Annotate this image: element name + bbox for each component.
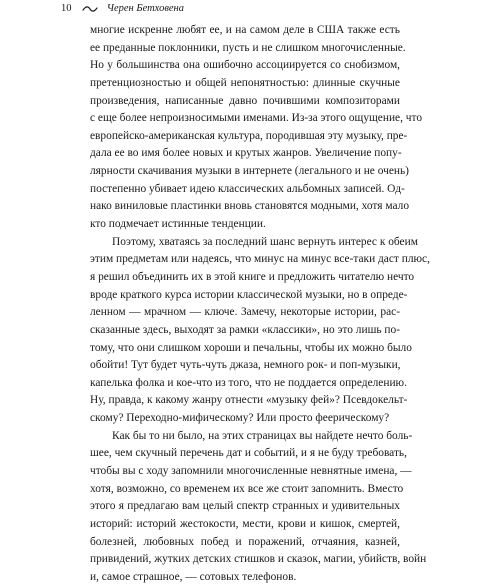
paragraph [90, 22, 423, 234]
text-line: многие искренне любят ее, и на самом деле в США также есть [90, 24, 400, 36]
paragraph [90, 428, 427, 587]
text-line: скому? Переходно-мифическому? Или просто феерическому? [90, 412, 390, 425]
text-line: хотя, возможно, со временем их все же стоит запомнить. Вместо [90, 482, 404, 495]
running-head [61, 2, 184, 16]
text-line: этим предметам или надеясь, что минус на минус все-таки даст плюс, [90, 253, 430, 266]
text-line: Но у большинства она ошибочно ассоциируется со снобизмом, [90, 59, 400, 72]
text-line: кто подмечает истинные тенденции. [90, 218, 266, 231]
text-line: шее, чем скучный перечень дат и событий, и я не буду требовать, [90, 447, 407, 460]
text-line: европейско-американская культура, породившая эту музыку, пре- [90, 129, 408, 142]
text-line: тому, что они слишком хороши и печальны, чтобы их можно было [90, 341, 412, 354]
text-line: историй: историй жестокости, мести, крови и кишок, смертей, [90, 517, 400, 530]
text-line: чтобы вы с ходу запомнили многочисленные невнятные имена, — [90, 465, 412, 478]
text-line: Поэтому, хватаясь за последний шанс вернуть интерес к обеим [112, 235, 418, 248]
page-number: 10 [61, 3, 72, 14]
text-line: Ну, правда, к какому жанру отнести «музыку фей»? Псевдокельт- [90, 394, 408, 407]
text-line: ее преданные поклонники, пусть и не слишком многочисленные. [90, 41, 406, 54]
text-line: Как бы то ни было, на этих страницах вы найдете нечто боль- [112, 429, 413, 442]
text-line: претенциозностью и общей непонятностью: длинные скучные [90, 76, 400, 89]
text-line: постепенно убивает идею классических альбомных записей. Од- [90, 182, 405, 195]
text-line: болезней, любовных побед и поражений, отчаяния, казней, [90, 535, 400, 548]
text-line: нако виниловые пластинки вновь становятся модными, хотя мало [90, 200, 410, 213]
text-line: произведения, написанные давно почившими композиторами [90, 94, 400, 107]
body-text [90, 22, 430, 587]
text-line: капелька фолка и кое-что из того, что не поддается определению. [90, 376, 407, 389]
text-line: я решил объединить их в этой книге и предложить читателю нечто [90, 270, 415, 283]
tilde-ornament-icon [82, 5, 98, 13]
text-line: сказанные здесь, выходят за рамки «классики», но это лишь по- [90, 323, 400, 336]
text-line: этого я предлагаю вам целый спектр странных и удивительных [90, 500, 400, 513]
text-line: дала ее во имя более новых и крутых жанров. Увеличение попу- [90, 147, 402, 160]
text-line: вроде краткого курса истории классической музыки, но в опреде- [90, 288, 408, 301]
text-line: ленном — мрачном — ключе. Замечу, некоторые истории, рас- [90, 306, 400, 319]
running-title: Черен Бетховена [106, 3, 185, 14]
text-line: лярности скачивания музыки в интернете (легального и не очень) [90, 165, 409, 178]
text-line: обойти! Тут будет чуть-чуть джаза, немного рок- и поп-музыки, [90, 359, 401, 372]
text-line: привидений, жутких детских стишков и сказок, магии, убийств, войн [90, 553, 427, 566]
paragraph [90, 234, 430, 428]
text-line: и, самое страшное, — сотовых телефонов. [90, 570, 297, 583]
text-line: с еще более непроизносимыми именами. Из-за этого ощущение, что [90, 112, 423, 125]
